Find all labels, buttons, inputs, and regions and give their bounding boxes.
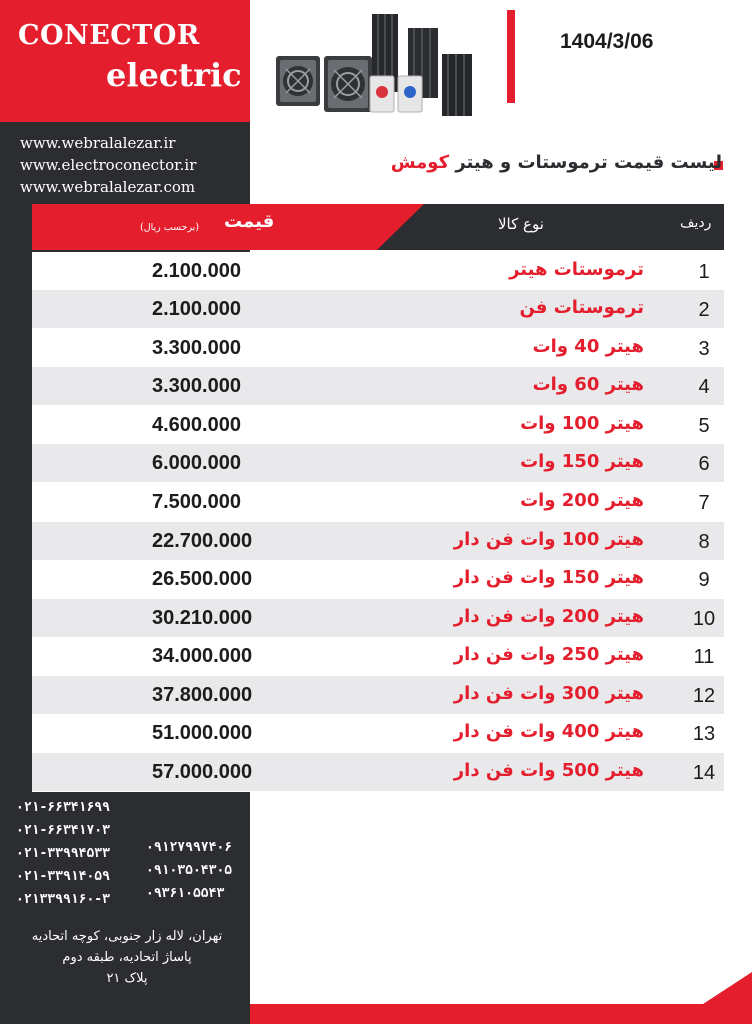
- mobile-phone-list: [146, 836, 232, 905]
- column-header-price-unit: (برحسب ریال): [140, 222, 200, 233]
- row-product-name: هیتر 300 وات فن دار: [453, 683, 644, 704]
- products-image: [272, 10, 496, 120]
- row-product-name: هیتر 150 وات فن دار: [453, 567, 644, 588]
- bottom-red-strip: [250, 1004, 752, 1024]
- header-divider: [507, 10, 515, 103]
- row-product-name: هیتر 60 وات: [532, 374, 644, 395]
- phone-number[interactable]: ۰۹۱۰۳۵۰۴۳۰۵: [146, 863, 233, 878]
- fan-heater-icon: [276, 56, 320, 106]
- phone-number[interactable]: ۰۹۱۲۷۹۹۷۴۰۶: [146, 840, 233, 855]
- row-product-name: هیتر 150 وات: [520, 451, 644, 472]
- phone-number[interactable]: ۰۲۱-۶۶۳۴۱۶۹۹: [16, 800, 110, 815]
- row-price: 2.100.000: [152, 260, 241, 282]
- row-product-name: هیتر 200 وات: [520, 490, 644, 511]
- table-row: [32, 483, 724, 521]
- row-product-name: هیتر 200 وات فن دار: [453, 606, 644, 627]
- title-brand: کومش: [390, 152, 450, 173]
- row-price: 3.300.000: [152, 375, 241, 397]
- row-product-name: هیتر 400 وات فن دار: [453, 721, 644, 742]
- row-number: 7: [698, 492, 710, 514]
- row-number: 9: [698, 569, 710, 591]
- address-line: تهران، لاله زار جنوبی، کوچه اتحادیه: [31, 929, 223, 944]
- table-row: [32, 406, 724, 444]
- row-number: 11: [693, 646, 715, 668]
- row-price: 51.000.000: [152, 722, 253, 744]
- row-price: 7.500.000: [152, 491, 241, 513]
- row-product-name: هیتر 500 وات فن دار: [453, 760, 644, 781]
- table-row: [32, 599, 724, 637]
- row-number: 6: [698, 453, 710, 475]
- row-price: 4.600.000: [152, 414, 241, 436]
- table-row: [32, 753, 724, 791]
- row-price: 6.000.000: [152, 452, 241, 474]
- row-price: 26.500.000: [152, 568, 253, 590]
- column-header-name: نوع کالا: [498, 215, 544, 233]
- table-row: [32, 637, 724, 675]
- row-number: 12: [692, 685, 716, 707]
- price-table: [32, 252, 724, 792]
- table-row: [32, 676, 724, 714]
- row-product-name: هیتر 40 وات: [532, 336, 644, 357]
- page-title: [391, 152, 722, 173]
- brand-name-line2: electric: [106, 56, 242, 94]
- row-price: 57.000.000: [152, 761, 253, 783]
- price-list-date: 1404/3/06: [560, 30, 654, 53]
- row-number: 3: [698, 338, 710, 360]
- table-row: [32, 329, 724, 367]
- website-list: [20, 132, 196, 198]
- thermostat-icon: [370, 76, 394, 112]
- address-line: پاساژ اتحادیه، طبقه دوم: [62, 950, 192, 965]
- thermostat-icon: [398, 76, 422, 112]
- column-header-num: ردیف: [680, 215, 712, 231]
- brand-logo: [0, 0, 250, 122]
- address-line: پلاک ۲۱: [106, 971, 148, 986]
- table-row: [32, 290, 724, 328]
- corner-accent: [700, 972, 752, 1006]
- row-product-name: ترموستات هیتر: [509, 259, 644, 280]
- column-header-price: قیمت: [224, 211, 275, 232]
- fan-heater-icon: [324, 56, 372, 112]
- phone-number[interactable]: ۰۲۱-۳۳۹۱۴۰۵۹: [16, 869, 110, 884]
- row-number: 13: [692, 723, 716, 745]
- row-number: 2: [698, 299, 710, 321]
- phone-number[interactable]: ۰۲۱۳۳۹۹۱۶۰-۳: [16, 892, 110, 907]
- table-row: [32, 444, 724, 482]
- table-row: [32, 714, 724, 752]
- phone-number[interactable]: ۰۲۱-۳۳۹۹۴۵۳۳: [16, 846, 110, 861]
- website-link[interactable]: www.electroconector.ir: [20, 156, 197, 174]
- row-product-name: هیتر 100 وات: [520, 413, 644, 434]
- title-main: لیست قیمت ترموستات و هیتر: [455, 152, 722, 173]
- landline-phone-list: [16, 796, 110, 911]
- phone-number[interactable]: ۰۹۳۶۱۰۵۵۴۳: [146, 886, 225, 901]
- row-price: 2.100.000: [152, 298, 241, 320]
- table-row: [32, 252, 724, 290]
- table-row: [32, 560, 724, 598]
- table-row: [32, 367, 724, 405]
- row-number: 4: [698, 376, 710, 398]
- bottom-dark-strip: [0, 1004, 250, 1024]
- row-product-name: ترموستات فن: [519, 297, 644, 318]
- row-price: 3.300.000: [152, 337, 241, 359]
- brand-name-line1: CONECTOR: [18, 20, 200, 51]
- row-number: 8: [698, 531, 710, 553]
- heater-icon: [442, 54, 472, 116]
- row-number: 10: [692, 608, 716, 630]
- row-number: 5: [698, 415, 710, 437]
- table-row: [32, 522, 724, 560]
- phone-number[interactable]: ۰۲۱-۶۶۳۴۱۷۰۳: [16, 823, 110, 838]
- row-price: 30.210.000: [152, 607, 253, 629]
- row-number: 1: [698, 261, 710, 283]
- row-product-name: هیتر 250 وات فن دار: [453, 644, 644, 665]
- row-product-name: هیتر 100 وات فن دار: [453, 529, 644, 550]
- row-price: 34.000.000: [152, 645, 253, 667]
- row-price: 22.700.000: [152, 530, 253, 552]
- row-price: 37.800.000: [152, 684, 253, 706]
- website-link[interactable]: www.webralalezar.ir: [20, 134, 176, 152]
- website-link[interactable]: www.webralalezar.com: [20, 178, 196, 196]
- store-address: [14, 926, 240, 989]
- row-number: 14: [692, 762, 716, 784]
